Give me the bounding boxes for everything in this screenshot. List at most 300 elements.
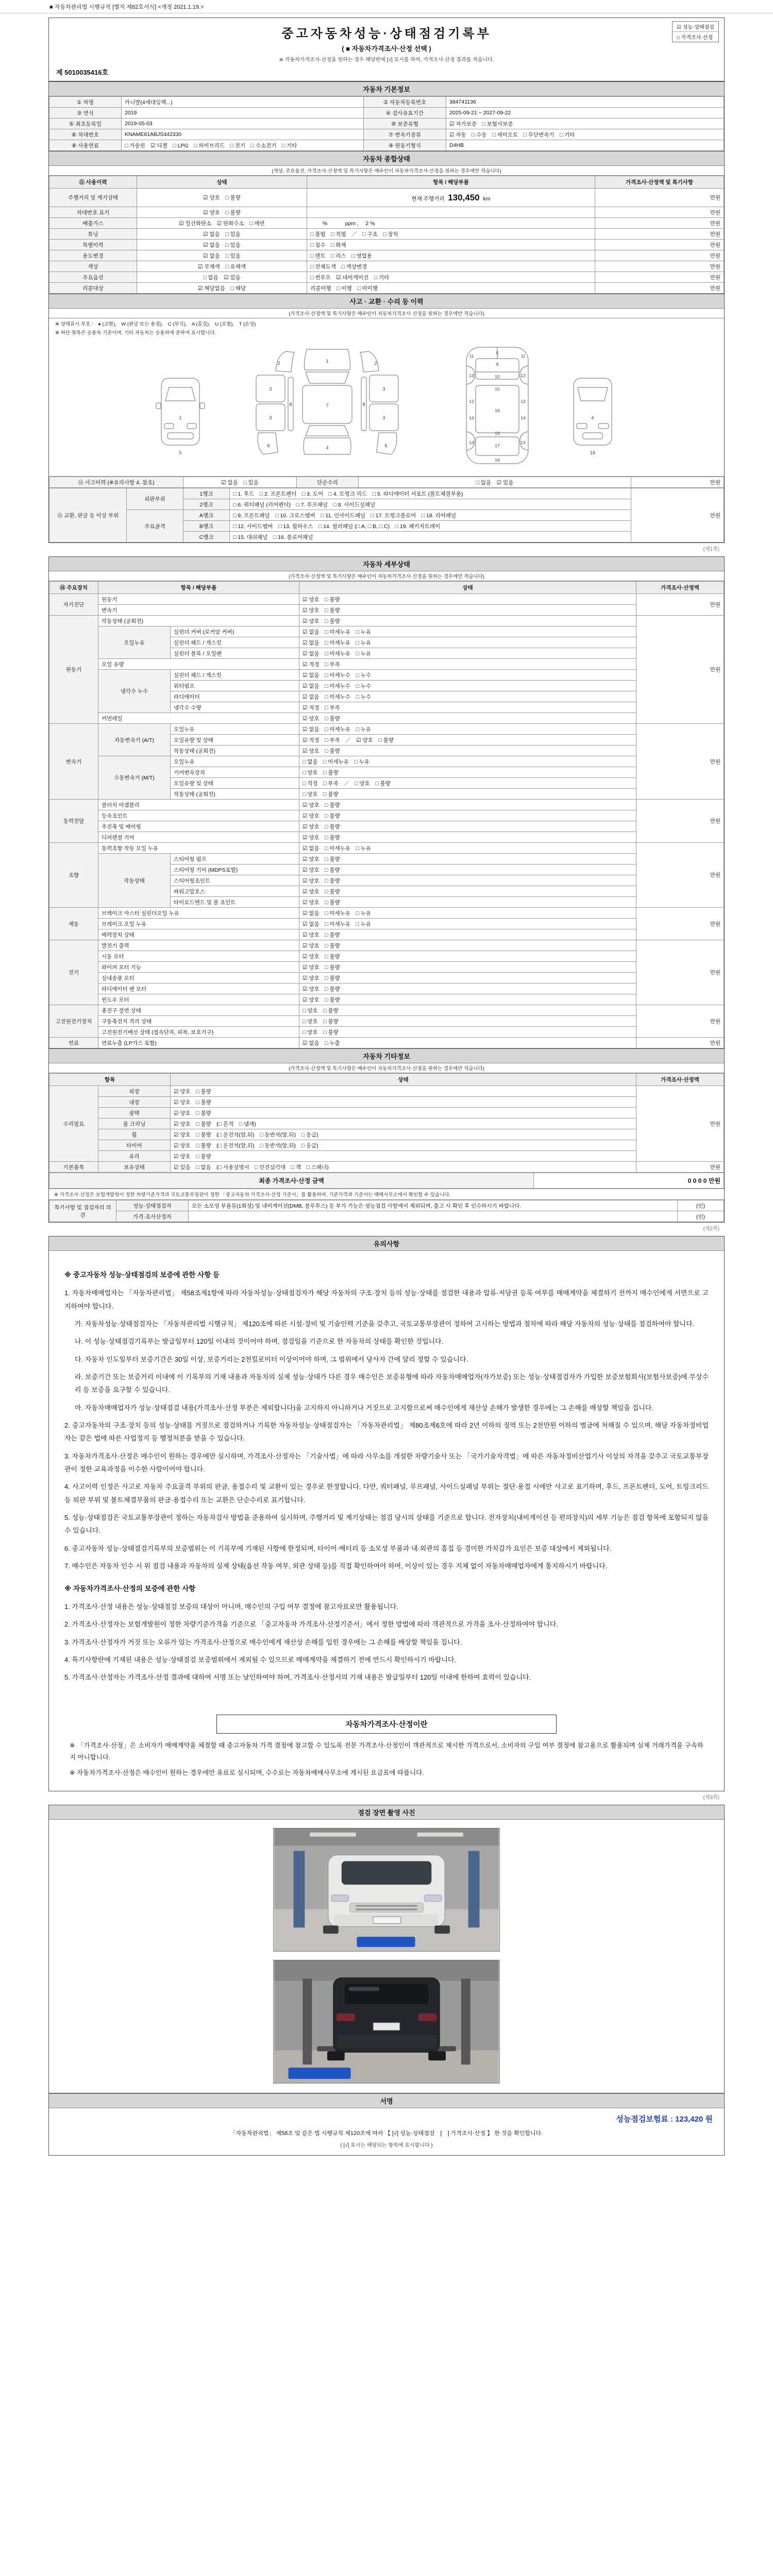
interior-checkboxes[interactable]: ☑ 양호 □ 불량 [171,1097,636,1108]
col-device: ⑭ 주요장치 [49,582,98,594]
reg-number-label: ② 자동차등록번호 [364,97,446,108]
table-row [49,994,724,1005]
room-cleaning-label: 룸 크리닝 [98,1118,171,1129]
detail-section-note: (가격조사·산정액 및 특기사항은 매수인이 자동차가격조사·산정을 원하는 경우에만 적습니다) [49,571,724,581]
tierod-item: 타이로드엔드 및 볼 조인트 [171,897,299,908]
main-option-price[interactable]: 만원 [595,272,724,283]
table-row [49,724,724,735]
selfdiag-price[interactable]: 만원 [636,594,724,616]
vin-mark-label: 차대번호 표기 [49,207,137,218]
power-hose-item: 파워고압호스 [171,886,299,897]
recall-price[interactable]: 만원 [595,283,724,294]
usage-change-item-checkboxes[interactable]: □ 렌트 □ 리스 □ 영업용 [307,250,595,261]
notice-paragraph: 1. 가격조사·산정 내용은 성능·상태점검 보증의 대상이 아니며, 매수인의 구입 여부 결정에 참고자료로만 활용됩니다. [64,1602,398,1611]
wheel-checkboxes[interactable]: ☑ 양호 □ 불량 (□ 운전석(앞,뒤) □ 동반석(앞,뒤) □ 응급) [171,1129,636,1140]
alternator-checkboxes[interactable]: ☑ 양호 □ 불량 [299,940,636,951]
tire-label: 타이어 [98,1140,171,1151]
steering-gear-checkboxes[interactable]: ☑ 양호 □ 불량 [299,865,636,875]
special-history-label: 특별이력 [49,240,137,250]
inspector-opinion-table [49,1200,724,1222]
power-hose-checkboxes[interactable]: ☑ 양호 □ 불량 [299,886,636,897]
group-selfdiag: 자기진단 [49,594,98,616]
steering-price[interactable]: 만원 [636,843,724,908]
rankA-checkboxes[interactable]: □ 9. 프론트패널 □ 10. 크로스멤버 □ 11. 인사이드패널 □ 17. 트렁크플로어 □ 18. 리어패널 [230,510,631,521]
svg-text:13: 13 [469,373,474,378]
vin-value[interactable]: KNAME81ABJS442330 [122,129,364,140]
table-row [49,108,724,118]
notice-paragraph: 1. 자동차매매업자는 「자동차관리법」 제58조제1항에 따라 자동차성능·상태점검자가 해당 자동차의 구조·장치 등의 성능·상태를 점검한 내용과 압류·저당권 등록 여부를 매매계약을 체결하기 전까지 매수인에게 서면으로 고지하여야 합니다. [64,1289,709,1310]
exterior-label: 외장 [98,1086,171,1097]
notice-paragraph: 5. 성능·상태점검은 국토교통부장관이 정하는 자동차검사 방법을 준용하여 실시하며, 주행거리 및 계기상태는 점검 당시의 상태를 기준으로 합니다. 전자장치(내비게이션 등 편의장치)의 세부 기능은 점검 항목에 포함되지 않을 수 있습니다. [64,1514,709,1535]
notice-paragraph: 4. 특기사항란에 기재된 내용은 성능·상태점검 보증범위에서 제외될 수 있으므로 매매계약을 체결하기 전에 반드시 확인하시기 바랍니다. [64,1655,457,1664]
table-row [49,1005,724,1016]
table-row [49,843,724,854]
svg-text:19: 19 [495,431,500,436]
selfdiag-trans-checkboxes[interactable]: ☑ 양호 □ 불량 [299,605,636,616]
table-row [49,984,724,994]
hv-wiring-checkboxes[interactable]: □ 양호 □ 불량 [299,1027,636,1038]
svg-text:6: 6 [384,443,388,448]
clutch-checkboxes[interactable]: ☑ 양호 □ 불량 [299,800,636,810]
final-price-value[interactable]: 0 0 0 0 만원 [534,1173,724,1189]
table-row [49,261,724,272]
inspection-select-box [672,21,719,42]
steering-work-label: 작동상태 [98,854,171,908]
engine-model-label: ⑨ 원동기형식 [364,140,446,151]
col-etc-price: 가격조사·산정액 [636,1074,724,1086]
price-definition-text-1: ※ 「가격조사·산정」은 소비자가 매매계약을 체결할 때 중고자동차 가격 결정에 참고할 수 있도록 전문 가격조사·산정인이 객관적으로 제시한 가격으로서, 소비자의 구입 여부 결정에 참고용으로 활용되며 실제 거래가격을 구속하지 아니합니다. [70,1741,703,1761]
commonrail-checkboxes[interactable]: ☑ 양호 □ 불량 [299,713,636,724]
engine-model-value[interactable]: D4HB [446,140,724,151]
coolant-waterpump-item: 워터펌프 [171,681,299,691]
table-row [49,659,724,670]
recall-state-checkboxes[interactable]: ☑ 해당없음 □ 해당 [137,283,307,294]
inspector-seal[interactable]: (인) [678,1200,724,1211]
group-basic-items: 기본품목 [49,1162,98,1173]
exchange-price[interactable]: 만원 [631,488,724,543]
mt-label: 수동변속기 (M/T) [98,756,171,800]
svg-text:3: 3 [269,415,272,420]
exchange-section-label: ⑬ 교환, 판금 등 이상 부위 [49,488,127,543]
at-label: 자동변속기 (A/T) [98,724,171,756]
rank2-checkboxes[interactable]: □ 6. 쿼터패널 (리어펜더) □ 7. 루프패널 □ 8. 사이드실패널 [230,499,631,510]
select-performance-checkbox[interactable]: ☑ 성능·상태점검 [673,22,718,32]
coolant-waterpump-checkboxes[interactable]: ☑ 없음 □ 미세누수 □ 누수 [299,681,636,691]
confirmation-note: ( [√] 표시는 해당되는 항목에 표시합니다 ) [340,2142,433,2148]
table-row [49,626,724,637]
price-definition-text-2: ※ 자동차가격조사·산정은 매수인이 원하는 경우에만 유료로 실시되며, 수수료는 자동차매매사무소에 게시된 요금표에 따릅니다. [70,1769,424,1777]
table-row [49,713,724,724]
svg-text:12: 12 [520,399,526,404]
color-price[interactable]: 만원 [595,261,724,272]
svg-text:13: 13 [520,440,526,445]
tuning-item-checkboxes[interactable]: □ 불법 □ 적법 ／ □ 구조 □ 장치 [307,229,595,240]
svg-text:18: 18 [495,457,500,463]
brake-oil-checkboxes[interactable]: ☑ 없음 □ 미세누유 □ 누유 [299,919,636,929]
car-rear-view-diagram [564,351,621,470]
steering-gear-item: 스티어링 기어 (MDPS포함) [171,865,299,875]
rank1-label: 1랭크 [183,488,230,499]
cv-joint-checkboxes[interactable]: ☑ 양호 □ 불량 [299,810,636,821]
usage-change-price[interactable]: 만원 [595,250,724,261]
clutch-item: 클러치 어셈블리 [98,800,299,810]
electric-price[interactable]: 만원 [636,940,724,1005]
simple-repair-checkboxes[interactable]: □ 없음 ☑ 있음 [359,477,631,488]
basic-items-price[interactable]: 만원 [636,1162,724,1173]
charge-port-item: 충전구 절연 상태 [98,1005,299,1016]
svg-text:17: 17 [495,443,500,448]
coolant-head-checkboxes[interactable]: ☑ 없음 □ 미세누수 □ 누수 [299,670,636,681]
fan-motor-item: 라디에이터 팬 모터 [98,984,299,994]
group-electric: 전기 [49,940,98,1005]
inspection-insurance-fee [49,2108,724,2125]
hv-wiring-item: 고전원전기배선 상태 (접속단자, 피복, 보호기구) [98,1027,299,1038]
emission-state-checkboxes[interactable]: ☑ 일산화탄소 ☑ 탄화수소 □ 매연 [137,218,307,229]
propshaft-checkboxes[interactable]: ☑ 양호 □ 불량 [299,821,636,832]
mt-gearshift-item: 기어변속장치 [171,767,299,778]
mt-gearshift-checkboxes[interactable]: □ 양호 □ 불량 [299,767,636,778]
engine-head-checkboxes[interactable]: ☑ 없음 □ 미세누유 □ 누유 [299,637,636,648]
table-row [49,218,724,229]
section-title-etc: 자동차 기타정보 [49,1048,724,1063]
starter-checkboxes[interactable]: ☑ 양호 □ 불량 [299,951,636,962]
group-engine: 원동기 [49,616,98,724]
table-row [49,272,724,283]
tire-checkboxes[interactable]: ☑ 양호 □ 불량 (□ 운전석(앞,뒤) □ 동반석(앞,뒤) □ 응급) [171,1140,636,1151]
svg-text:14: 14 [520,415,526,420]
table-row [49,129,724,140]
at-oil-leak-item: 오일누유 [171,724,299,735]
section-title-accident: 사고 · 교환 · 수리 등 이력 [49,294,724,309]
at-idle-checkboxes[interactable]: ☑ 양호 □ 불량 [299,745,636,756]
page-mark-2: (제2쪽) [703,1226,719,1232]
notice-paragraph: 4. 사고이력 인정은 사고로 자동차 주요골격 부위의 판금, 용접수리 및 교환이 있는 경우로 한정합니다. 다만, 쿼터패널, 루프패널, 사이드실패널 부위는 절단·용접 시에만 사고로 표기하며, 후드, 프론트펜더, 도어, 트렁크리드 등 외판 부위 및 볼트체결부품의 판금·용접수리 또는 교환은 단순수리로 표기합니다. [64,1483,709,1504]
car-name-value[interactable]: 카니발(4세대임팩...) [122,97,364,108]
table-row [49,189,724,207]
vin-mark-price[interactable]: 만원 [595,207,724,218]
section-title-detail: 자동차 세부상태 [49,557,724,571]
at-oil-level-checkboxes[interactable]: ☑ 적정 □ 부족 ／ ☑ 양호 □ 불량 [299,735,636,745]
main-option-item-checkboxes[interactable]: □ 썬루프 ☑ 네비게이션 □ 기타 [307,272,595,283]
color-label: 색상 [49,261,137,272]
table-row [49,929,724,940]
card-notice [48,1236,725,1791]
svg-text:1: 1 [326,359,329,364]
inspector-role-label: 성능·상태점검자 [116,1200,189,1211]
table-row [49,283,724,294]
svg-text:15: 15 [495,386,500,392]
svg-text:8: 8 [362,402,365,407]
steering-oil-leak-checkboxes[interactable]: ☑ 없음 □ 미세누유 □ 누유 [299,843,636,854]
car-underbody-diagram [446,341,549,470]
appraiser-seal[interactable]: (인) [678,1211,724,1222]
fuel-leak-checkboxes[interactable]: ☑ 없음 □ 누출 [299,1038,636,1048]
differential-checkboxes[interactable]: ☑ 양호 □ 불량 [299,832,636,843]
svg-text:18: 18 [590,450,596,455]
svg-text:5: 5 [179,450,182,455]
appraiser-role-label: 가격·조사산정자 [116,1211,189,1222]
svg-text:8: 8 [289,402,292,407]
table-row [49,854,724,865]
rankB-checkboxes[interactable]: □ 12. 사이드멤버 □ 13. 휠하우스 □ 14. 필러패널 (□ A, □ B, □ C) □ 19. 패키지트레이 [230,521,631,532]
svg-text:3: 3 [269,386,272,392]
table-row [49,140,724,151]
accident-history-price[interactable]: 만원 [631,477,724,488]
color-state-checkboxes[interactable]: ☑ 무채색 □ 유채색 [137,261,307,272]
select-price-checkbox[interactable]: □ 가격조사·산정 [676,35,713,41]
fee-label: 성능점검보험료 : [616,2114,673,2124]
tuning-price[interactable]: 만원 [595,229,724,240]
fuel-leak-item: 연료누출 (LP가스 포함) [98,1038,299,1048]
col-usage-history: ⑪ 사용이력 [49,176,137,189]
window-motor-checkboxes[interactable]: ☑ 양호 □ 불량 [299,994,636,1005]
inspector-comment[interactable]: 모든 소모성 부품류(1회성) 및 내비게이션(DMB, 블루투스) 등 부가 기능은 성능점검 사항에서 제외되며, 출고 시 확인 후 인수하시기 바랍니다. [189,1200,678,1211]
section-title-notice: 유의사항 [49,1236,724,1251]
table-row [49,1027,724,1038]
odometer-cell [307,189,595,207]
notice-paragraph: 나. 이 성능·상태점검기록부는 발급일부터 120일 이내의 것이어야 하며, 점검일을 기준으로 한 자동차의 상태를 확인한 것입니다. [75,1337,444,1346]
polish-checkboxes[interactable]: ☑ 양호 □ 불량 [171,1108,636,1118]
special-history-price[interactable]: 만원 [595,240,724,250]
mt-oil-level-item: 오일유량 및 상태 [171,778,299,789]
overall-section-note: (색상, 주요옵션, 가격조사·산정액 및 특기사항은 매수인이 자동차가격조사·산정을 원하는 경우에만 적습니다) [49,166,724,176]
rank2-label: 2랭크 [183,499,230,510]
transmission-label: ⑦ 변속기종류 [364,129,446,140]
selfdiag-trans-item: 변속기 [98,605,299,616]
recall-item-checkboxes[interactable]: 리콜이행 □ 이행 □ 미이행 [307,283,595,294]
inspection-validity-label: ④ 검사유효기간 [364,108,446,118]
svg-text:1: 1 [179,415,182,420]
inspection-photo-front [273,1828,500,1952]
coolant-level-checkboxes[interactable]: ☑ 적정 □ 부족 [299,702,636,713]
coolant-head-item: 실린더 헤드 / 개스킷 [171,670,299,681]
selfdiag-engine-checkboxes[interactable]: ☑ 양호 □ 불량 [299,594,636,605]
fuel-type-label: ⑧ 사용연료 [49,140,122,151]
table-row [49,756,724,767]
brake-booster-checkboxes[interactable]: ☑ 양호 □ 불량 [299,929,636,940]
transmission-checkboxes[interactable]: ☑ 자동 □ 수동 □ 세미오토 □ 무단변속기 □ 기타 [446,129,724,140]
table-row [49,821,724,832]
diagram-note: ※ 하단 항목은 승용차 기준이며, 기타 자동차는 승용차에 준하여 표시합니다. [55,330,216,336]
repair-price[interactable]: 만원 [636,1086,724,1162]
brake-oil-item: 브레이크 오일 누유 [98,919,299,929]
blower-checkboxes[interactable]: ☑ 양호 □ 불량 [299,973,636,984]
notice-paragraph: 3. 가격조사·산정자가 거짓 또는 오류가 있는 가격조사·산정으로 매수인에게 재산상 손해를 입힌 경우에는 그 손해를 배상할 책임을 집니다. [64,1638,462,1646]
engine-rockercover-checkboxes[interactable]: ☑ 없음 □ 미세누유 □ 누유 [299,626,636,637]
group-fuel: 연료 [49,1038,98,1048]
section-title-photos: 점검 장면 촬영 사진 [49,1805,724,1820]
table-row [49,510,724,521]
inspection-photos [49,1820,724,2093]
model-year-label: ③ 연식 [49,108,122,118]
table-row [49,616,724,626]
notice-paragraph: 2. 가격조사·산정자는 보험개발원이 정한 차량기준가격을 기준으로 「중고자동차 가격조사·산정기준서」에서 정한 방법에 따라 객관적으로 가격을 조사·산정하여야 합니다. [64,1620,558,1629]
price-definition-box-title: 자동차가격조사·산정이란 [216,1715,557,1734]
notice-paragraph: 가. 자동차성능·상태점검자는 「자동차관리법 시행규칙」 제120조에 따른 시설·장비 및 기술인력 기준을 갖추고, 국토교통부장관이 정하여 고시하는 방법과 절차에 따라 해당 자동차의 성능·상태를 점검하여야 합니다. [75,1320,695,1328]
main-frame-label: 주요골격 [127,510,183,543]
col-etc-state: 상태 [171,1074,636,1086]
state-symbol-legend: ※ 상태표시 부호 : ● (교환), W (판금 또는 용접), C (부식), A (흠집), U (요철), T (손상) [55,321,256,327]
table-row [49,1200,724,1211]
glass-checkboxes[interactable]: ☑ 양호 □ 불량 [171,1151,636,1162]
mt-oil-level-checkboxes[interactable]: □ 적정 □ 부족 ／ □ 양호 □ 불량 [299,778,636,789]
card-photos-sign [48,1805,725,2156]
wiper-checkboxes[interactable]: ☑ 양호 □ 불량 [299,962,636,973]
final-price-note: ※ 가격조사·산정은 보험개발원이 정한 차량기준가격과 국토교통부장관이 정한 「중고자동차 가격조사·산정 기준서」를 활용하며, 기준가격과 기준서는 매매사무소에서 확인할 수 있습니다. [49,1189,724,1200]
possession-checkboxes[interactable]: ☑ 있음 □ 없음 (□ 사용설명서 □ 안전삼각대 □ 잭 □ 스패너) [171,1162,636,1173]
table-row [49,594,724,605]
special-history-item-checkboxes[interactable]: □ 침수 □ 화재 [307,240,595,250]
exterior-checkboxes[interactable]: ☑ 양호 □ 불량 [171,1086,636,1097]
inspection-photo-rear [273,1960,500,2083]
color-item-checkboxes[interactable]: □ 전체도색 □ 색상변경 [307,261,595,272]
coolant-radiator-checkboxes[interactable]: ☑ 없음 □ 미세누수 □ 누수 [299,691,636,702]
svg-text:2: 2 [277,361,280,366]
table-row [49,1016,724,1027]
final-price-label: 최종 가격조사·산정 금액 [49,1173,534,1189]
brake-master-item: 브레이크 마스터 실린더오일 누유 [98,908,299,919]
blower-item: 실내송풍 모터 [98,973,299,984]
etc-section-note: (가격조사·산정액 및 특기사항은 매수인이 자동차가격조사·산정을 원하는 경우에만 적습니다) [49,1063,724,1073]
table-row [49,240,724,250]
fan-motor-checkboxes[interactable]: ☑ 양호 □ 불량 [299,984,636,994]
form-header [49,18,724,81]
engine-rockercover-item: 실린더 커버 (로커암 커버) [171,626,299,637]
tuning-state-checkboxes[interactable]: ☑ 없음 □ 있음 [137,229,307,240]
mt-idle-item: 작동상태 (공회전) [171,789,299,800]
svg-text:4: 4 [591,415,594,420]
usage-change-label: 용도변경 [49,250,137,261]
window-motor-item: 윈도우 모터 [98,994,299,1005]
notice-paragraph: ※ 자동차가격조사·산정의 보증에 관한 사항 [64,1584,196,1592]
special-history-checkboxes[interactable]: ☑ 없음 □ 있음 [137,240,307,250]
first-registration-value[interactable]: 2019-05-03 [122,118,364,129]
room-cleaning-checkboxes[interactable]: ☑ 양호 □ 불량 (□ 흔적 □ 냄새) [171,1118,636,1129]
usage-change-checkboxes[interactable]: ☑ 없음 □ 있음 [137,250,307,261]
table-row [49,1074,724,1086]
simple-repair-label: 단순수리 [297,477,359,488]
steering-pump-checkboxes[interactable]: ☑ 양호 □ 불량 [299,854,636,865]
etc-info-table [49,1073,724,1173]
notice-paragraph: 라. 보증기간 또는 보증거리 이내에 이 기록부의 기재 내용과 자동차의 실제 성능·상태가 다른 경우 매수인은 보증유형에 따라 자동차매매업자(자가보증) 또는 성능·상태점검자가 가입한 보증보험회사(보험사보증)에 무상수리 등 보증을 요구할 수 있습니다. [75,1373,709,1394]
notice-paragraph: ※ 중고자동차 성능·상태점검의 보증에 관한 사항 등 [64,1271,220,1279]
fuel-price[interactable]: 만원 [636,1038,724,1048]
page-title: 중고자동차성능·상태점검기록부 [281,27,492,41]
emission-price[interactable]: 만원 [595,218,724,229]
accident-history-label: ⑫ 사고이력 (※유의사항 4. 참조) [49,477,183,488]
svg-text:11: 11 [520,353,526,359]
basic-info-table [49,96,724,151]
tuning-label: 튜닝 [49,229,137,240]
wheel-label: 휠 [98,1129,171,1140]
rank1-checkboxes[interactable]: □ 1. 후드 □ 2. 프론트펜더 □ 3. 도어 □ 4. 트렁크 리드 □ 5. 라디에이터 서포트 (볼트체결부품) [230,488,631,499]
odometer-label: 현재 주행거리 [411,195,445,202]
mileage-price[interactable]: 만원 [595,189,724,207]
page-subnote: ※ 자동차가격조사·산정을 원하는 경우 해당란에 [√] 표시를 하며, 가격조사·산정 결과를 적습니다. [279,57,494,63]
svg-text:10: 10 [495,374,500,379]
charge-port-checkboxes[interactable]: □ 양호 □ 불량 [299,1005,636,1016]
interior-label: 내장 [98,1097,171,1108]
svg-text:12: 12 [469,399,474,404]
group-powertrain: 동력전달 [49,800,98,843]
table-row [49,97,724,108]
notice-paragraph: 마. 자동차매매업자가 성능·상태점검 내용(가격조사·산정 부분은 제외합니다)을 고지하지 아니하거나 거짓으로 고지함으로써 매수인에게 재산상 손해가 발생한 경우에는 그 손해를 배상할 책임을 집니다. [75,1403,653,1412]
vin-mark-state-checkboxes[interactable]: ☑ 양호 □ 불량 [137,207,307,218]
svg-text:11: 11 [469,353,474,359]
group-high-voltage: 고전원전기장치 [49,1005,98,1038]
col-detail-state: 상태 [299,582,636,594]
fuel-type-checkboxes[interactable]: □ 가솔린 ☑ 디젤 □ LPG □ 하이브리드 □ 전기 □ 수소전기 □ 기타 [122,140,364,151]
high-voltage-price[interactable]: 만원 [636,1005,724,1038]
table-row [49,1211,724,1222]
section-title-overall: 자동차 종합상태 [49,151,724,166]
confirmation-statement: 「자동차관리법」 제58조 및 같은 법 시행규칙 제120조에 따라 【 [√] 성능·상태점검 [ ] 가격조사·산정 】 한 것을 확인합니다. [230,2130,543,2137]
group-transmission: 변속기 [49,724,98,800]
mileage-state-checkboxes[interactable]: ☑ 양호 □ 불량 [137,189,307,207]
svg-text:2: 2 [374,361,377,366]
table-row [49,477,724,488]
svg-text:13: 13 [520,373,526,378]
warranty-type-checkboxes[interactable]: ☑ 자가보증 □ 보험사보증 [446,118,724,129]
brake-price[interactable]: 만원 [636,908,724,940]
col-item: 항목 / 해당부품 [307,176,595,189]
table-row [49,908,724,919]
rankC-checkboxes[interactable]: □ 15. 대쉬패널 □ 16. 플로어패널 [230,532,631,543]
model-year-value[interactable]: 2019 [122,108,364,118]
car-diagrams [49,336,724,477]
mt-oil-leak-checkboxes[interactable]: □ 없음 □ 미세누유 □ 누유 [299,756,636,767]
odometer-value: 130,450 [448,192,480,202]
engine-oil-level-checkboxes[interactable]: ☑ 적정 □ 부족 [299,659,636,670]
brake-booster-item: 배력장치 상태 [98,929,299,940]
engine-price[interactable]: 만원 [636,616,724,724]
starter-item: 시동 모터 [98,951,299,962]
vin-mark-item [307,207,595,218]
appraiser-comment[interactable] [189,1211,678,1222]
page-mark-3: (제3쪽) [703,1794,719,1801]
battery-isolation-checkboxes[interactable]: □ 양호 □ 불량 [299,1016,636,1027]
table-row [49,1140,724,1151]
svg-text:9: 9 [496,362,499,367]
coolant-level-item: 냉각수 수량 [171,702,299,713]
engine-idle-checkboxes[interactable]: ☑ 양호 □ 불량 [299,616,636,626]
engine-idle-item: 작동상태 (공회전) [98,616,299,626]
table-row [49,488,724,499]
svg-text:7: 7 [326,403,329,408]
engine-block-checkboxes[interactable]: ☑ 없음 □ 미세누유 □ 누유 [299,648,636,659]
steering-joint-checkboxes[interactable]: ☑ 양호 □ 불량 [299,875,636,886]
rankB-label: B랭크 [183,521,230,532]
engine-block-item: 실린더 블록 / 오일팬 [171,648,299,659]
emission-values[interactable]: % ppm , 2 % [307,218,595,229]
notice-paragraph: 2. 중고자동차의 구조·장치 등의 성능·상태를 거짓으로 점검하거나 기록한 자동차성능·상태점검자는 「자동차관리법」 제80조제6호에 따라 2년 이하의 징역 또는 2천만원 이하의 벌금에 처해질 수 있으며, 해당 자동차정비업자는 같은 법에 따른 사업정지 등 행정처분을 받을 수 있습니다. [64,1421,709,1443]
table-row [49,1038,724,1048]
recall-label: 리콜대상 [49,283,137,294]
inspection-validity-value[interactable]: 2025-09-21 ~ 2027-09-22 [446,108,724,118]
accident-history-checkboxes[interactable]: ☑ 없음 □ 있음 [183,477,297,488]
powertrain-price[interactable]: 만원 [636,800,724,843]
accident-history-table [49,477,724,488]
tierod-checkboxes[interactable]: ☑ 양호 □ 불량 [299,897,636,908]
table-row [49,229,724,240]
main-option-checkboxes[interactable]: □ 없음 ☑ 있음 [137,272,307,283]
reg-number-value[interactable]: 384741136 [446,97,724,108]
at-oil-leak-checkboxes[interactable]: ☑ 없음 □ 미세누유 □ 누유 [299,724,636,735]
group-repair-needed: 수리필요 [49,1086,98,1162]
transmission-price[interactable]: 만원 [636,724,724,800]
brake-master-checkboxes[interactable]: ☑ 없음 □ 미세누유 □ 누유 [299,908,636,919]
mt-idle-checkboxes[interactable]: □ 양호 □ 불량 [299,789,636,800]
